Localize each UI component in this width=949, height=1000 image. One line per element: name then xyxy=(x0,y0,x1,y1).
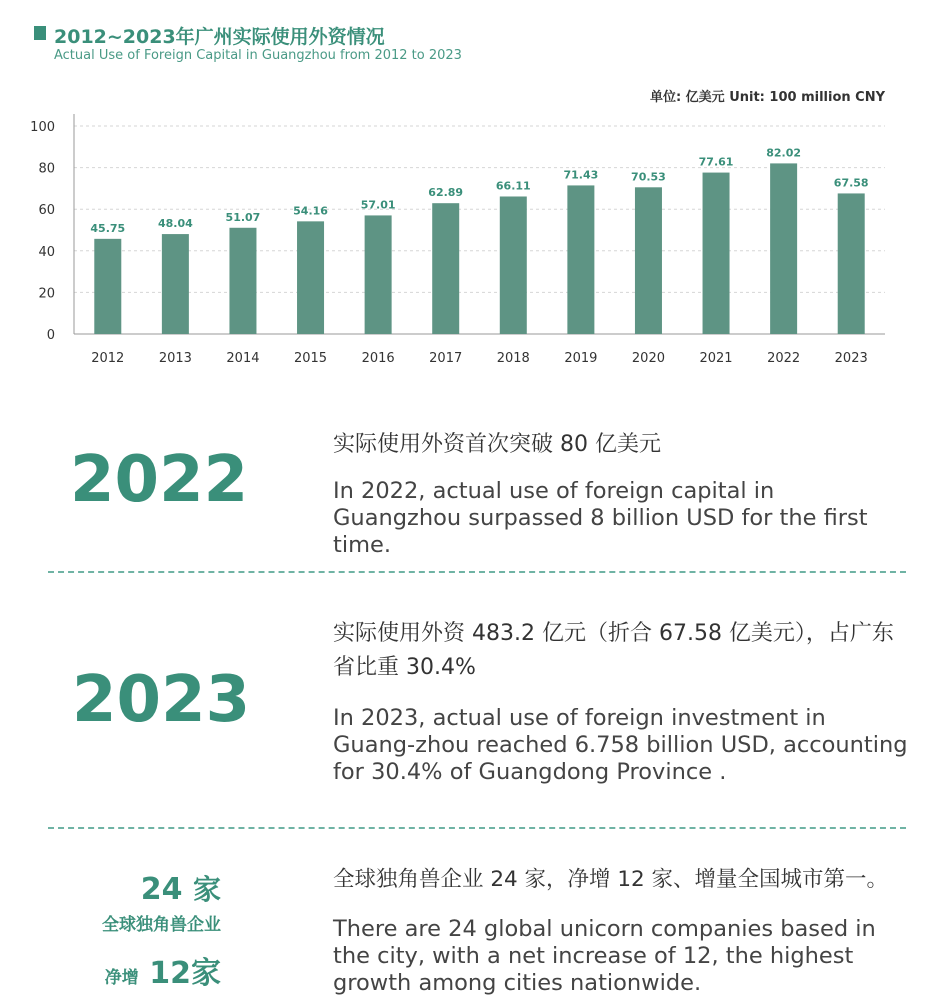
bar xyxy=(770,163,797,334)
data-label: 71.43 xyxy=(563,168,599,182)
highlight-2022-zh: 实际使用外资首次突破 80 亿美元 xyxy=(333,432,661,457)
x-tick-label: 2018 xyxy=(496,351,530,366)
y-tick-label: 60 xyxy=(38,203,55,219)
data-label: 62.89 xyxy=(428,186,464,200)
unicorn-increase-number: 12家 xyxy=(149,956,221,991)
bar xyxy=(297,221,324,334)
bar xyxy=(162,234,189,334)
unicorn-label: 全球独角兽企业 xyxy=(102,915,221,935)
bar xyxy=(567,185,594,334)
unicorn-count-unit: 家 xyxy=(192,873,221,906)
page-title: 2012~2023年广州实际使用外资情况 xyxy=(54,26,385,48)
highlight-2023-zh-line1: 实际使用外资 483.2 亿元（折合 67.58 亿美元），占广东 xyxy=(333,621,894,646)
bar xyxy=(229,228,256,334)
x-tick-label: 2021 xyxy=(699,351,733,366)
data-label: 51.07 xyxy=(225,210,261,224)
x-tick-label: 2017 xyxy=(429,351,463,366)
unicorn-increase-prefix: 净增 xyxy=(104,968,139,988)
data-label: 67.58 xyxy=(833,176,869,190)
highlight-2022-en: In 2022, actual use of foreign capital in Guangzhou surpassed 8 billion USD for the first time. xyxy=(333,478,868,558)
x-tick-label: 2015 xyxy=(293,351,328,366)
y-tick-label: 20 xyxy=(38,286,55,302)
x-tick-label: 2012 xyxy=(91,351,125,366)
x-tick-label: 2022 xyxy=(767,351,801,366)
y-tick-label: 40 xyxy=(38,244,55,260)
bar xyxy=(365,215,392,334)
bar xyxy=(500,196,527,334)
highlight-2023-en: In 2023, actual use of foreign investment in Guang-zhou reached 6.758 billion USD, accounting for 30.4% of Guangdong Province . xyxy=(333,705,908,785)
data-label: 82.02 xyxy=(766,146,802,160)
y-tick-label: 80 xyxy=(38,161,55,177)
title-marker xyxy=(34,26,46,40)
bar xyxy=(838,193,865,334)
unicorn-increase xyxy=(105,948,221,992)
year-2022: 2022 xyxy=(70,443,249,517)
x-tick-label: 2023 xyxy=(834,351,868,366)
unit-label: 单位: 亿美元 Unit: 100 million CNY xyxy=(649,90,885,105)
y-tick-label: 100 xyxy=(30,120,55,135)
x-tick-label: 2016 xyxy=(361,351,395,366)
data-label: 77.61 xyxy=(698,155,734,169)
data-label: 54.16 xyxy=(293,204,328,218)
unicorn-zh: 全球独角兽企业 24 家，净增 12 家、增量全国城市第一。 xyxy=(333,867,889,892)
x-tick-label: 2019 xyxy=(564,351,598,366)
section-divider xyxy=(48,571,906,573)
x-tick-label: 2020 xyxy=(631,351,666,366)
page-subtitle: Actual Use of Foreign Capital in Guangzhou from 2012 to 2023 xyxy=(54,48,462,63)
highlight-2023-zh-line2: 省比重 30.4% xyxy=(333,655,476,680)
unicorn-count-number: 24 xyxy=(140,872,183,907)
year-2023: 2023 xyxy=(72,663,251,737)
bar-chart xyxy=(0,100,949,380)
bar xyxy=(94,239,121,334)
bar xyxy=(703,173,730,334)
data-label: 66.11 xyxy=(495,179,531,193)
x-tick-label: 2013 xyxy=(158,351,192,366)
unicorn-en: There are 24 global unicorn companies based in the city, with a net increase of 12, the highest growth among cities nationwide. xyxy=(333,916,876,996)
unicorn-count xyxy=(141,868,221,908)
y-tick-label: 0 xyxy=(46,328,55,343)
bar xyxy=(432,203,459,334)
x-tick-label: 2014 xyxy=(226,351,260,366)
section-divider xyxy=(48,827,906,829)
data-label: 45.75 xyxy=(90,221,126,235)
data-label: 48.04 xyxy=(157,217,193,231)
data-label: 57.01 xyxy=(360,198,396,212)
bar xyxy=(635,187,662,334)
data-label: 70.53 xyxy=(631,170,666,184)
